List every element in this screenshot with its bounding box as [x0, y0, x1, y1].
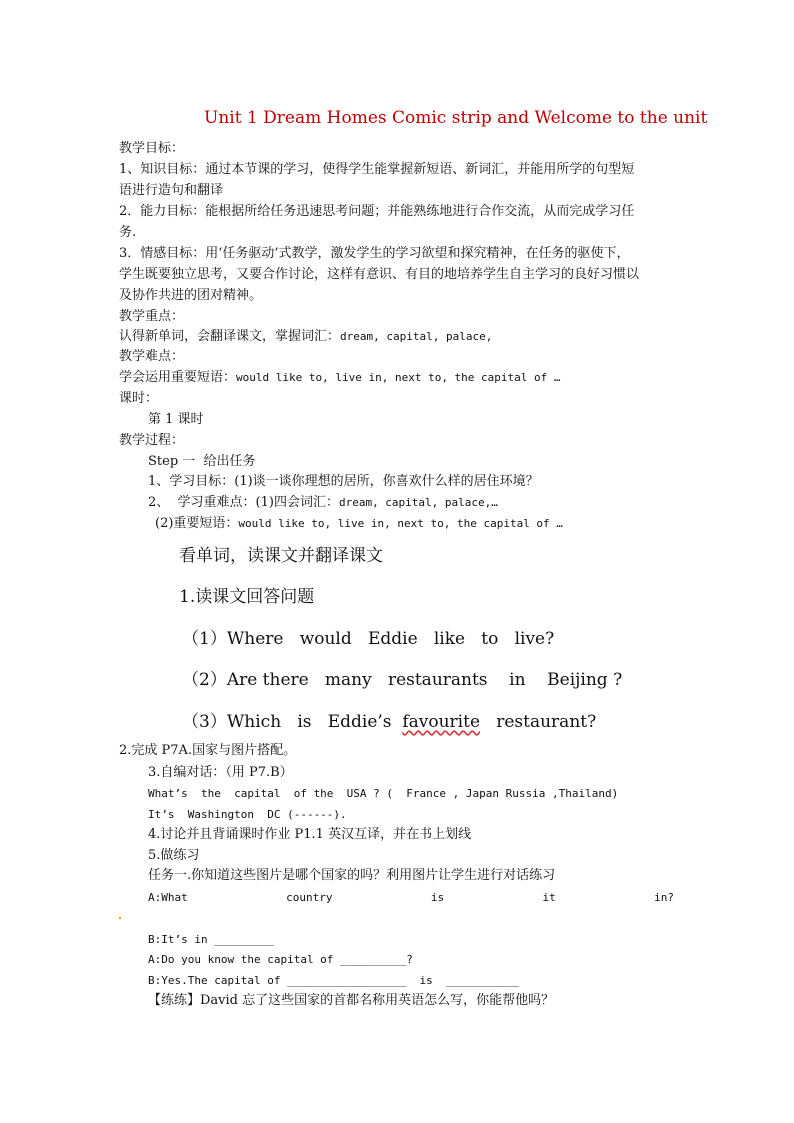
paragraph-line: 2．能力目标：能根据所给任务迅速思考问题；并能熟练地进行合作交流，从而完成学习任	[119, 204, 635, 219]
task-heading: 看单词，读课文并翻译课文	[179, 546, 383, 566]
section-heading: 课时：	[119, 391, 159, 406]
paragraph-line: 4.讨论并且背诵课时作业 P1.1 英汉互译，并在书上划线	[148, 827, 472, 842]
paragraph-line: 5.做练习	[148, 848, 200, 863]
vocab-list: dream, capital, palace,…	[338, 496, 498, 509]
dialogue-line: What’s the capital of the USA ? ( France , Japan Russia ,Thailand)	[148, 787, 619, 800]
paragraph-line: 务.	[119, 225, 137, 240]
spellcheck-word: favourite	[402, 712, 481, 732]
step-heading: Step 一 给出任务	[148, 454, 256, 469]
paragraph-line: 第 1 课时	[148, 412, 204, 427]
question-line: （3）Which is Eddie’s favourite restaurant?	[182, 712, 597, 732]
paragraph-line	[119, 328, 492, 346]
document-title: Unit 1 Dream Homes Comic strip and Welcome to the unit	[204, 108, 708, 128]
key-words-label: 2、 学习重难点：(1)四会词汇：	[148, 495, 339, 510]
task-heading: 1.读课文回答问题	[179, 587, 315, 607]
dialogue-line: B:Yes.The capital of __________________ is ___________	[148, 974, 519, 987]
section-heading: 教学过程：	[119, 433, 185, 448]
paragraph-line: 3．情感目标：用‘任务驱动’式教学，激发学生的学习欲望和探究精神，在任务的驱使下，	[119, 246, 630, 261]
phrase-list: would like to, live in, next to, the capital of …	[238, 517, 563, 530]
paragraph-line	[155, 515, 563, 533]
question-line: （1）Where would Eddie like to live?	[182, 629, 555, 649]
section-heading: 教学目标：	[119, 141, 185, 156]
dialogue-line: A:Do you know the capital of __________?	[148, 953, 413, 966]
paragraph-line: 1、知识目标：通过本节课的学习，使得学生能掌握新短语、新词汇，并能用所学的句型短	[119, 162, 635, 177]
phrase-list: would like to, live in, next to, the capital of …	[236, 371, 561, 384]
paragraph-line: 任务一.你知道这些图片是哪个国家的吗？利用图片让学生进行对话练习	[148, 868, 556, 883]
difficulty-label: 学会运用重要短语：	[119, 370, 237, 385]
paragraph-line: 3.自编对话：（用 P7.B）	[148, 765, 293, 780]
section-heading: 教学难点：	[119, 349, 185, 364]
dialogue-line: A:What country is it in?	[148, 891, 674, 904]
key-points-label: 认得新单词，会翻译课文，掌握词汇：	[119, 329, 341, 344]
dialogue-line: B:It’s in _________	[148, 933, 274, 946]
paragraph-line: 及协作共进的团对精神。	[119, 288, 263, 303]
stray-mark	[119, 917, 121, 919]
paragraph-line: 1、学习目标：(1)谈一谈你理想的居所，你喜欢什么样的居住环境？	[148, 474, 539, 489]
paragraph-line	[119, 369, 561, 387]
dialogue-line: It’s Washington DC (------).	[148, 808, 347, 821]
exercise-heading: 【练练】David 忘了这些国家的首都名称用英语怎么写，你能帮他吗？	[148, 993, 555, 1008]
key-phrases-label: (2)重要短语：	[155, 516, 239, 531]
paragraph-line: 2.完成 P7A.国家与图片搭配。	[119, 743, 297, 758]
paragraph-line	[148, 494, 498, 512]
question-line: （2）Are there many restaurants in Beijing ?	[182, 670, 623, 690]
vocab-list: dream, capital, palace,	[340, 330, 493, 343]
paragraph-line: 语进行造句和翻译	[119, 183, 224, 198]
paragraph-line: 学生既要独立思考，又要合作讨论，这样有意识、有目的地培养学生自主学习的良好习惯以	[119, 267, 640, 282]
section-heading: 教学重点：	[119, 309, 185, 324]
